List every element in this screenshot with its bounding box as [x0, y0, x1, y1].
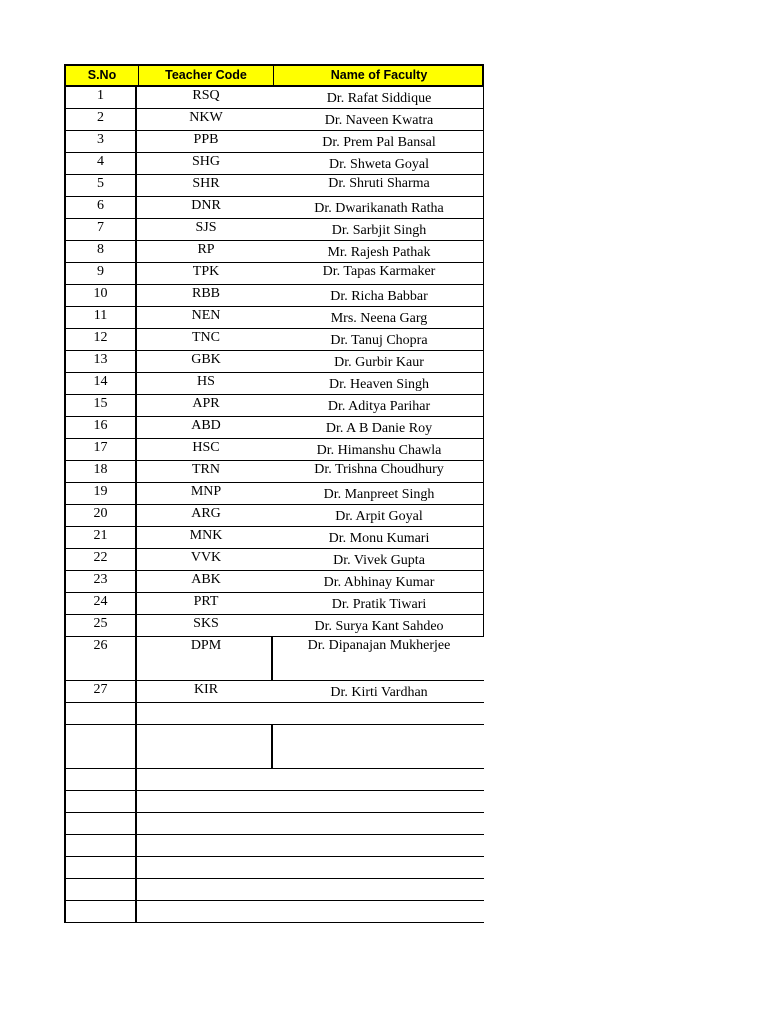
cell-faculty-name: Dr. Manpreet Singh: [323, 487, 435, 502]
cell-faculty-name: Dr. Kirti Vardhan: [330, 685, 428, 700]
cell-teacher-code: PPB: [193, 132, 219, 147]
cell-faculty-name: Dr. Pratik Tiwari: [331, 597, 427, 612]
cell-teacher-code: GBK: [191, 352, 221, 367]
cell-faculty-name: Dr. Dwarikanath Ratha: [314, 201, 444, 216]
column-divider: [271, 637, 273, 680]
cell-sno: 25: [66, 615, 137, 636]
cell-teacher-code: ABK: [191, 572, 221, 587]
cell-teacher-code: KIR: [193, 682, 219, 697]
table-row: [64, 307, 484, 329]
cell-sno: 8: [66, 241, 137, 262]
cell-teacher-code: DPM: [190, 638, 222, 653]
cell-teacher-code: SHG: [191, 154, 220, 169]
cell-teacher-code: MNK: [189, 528, 223, 543]
cell-sno: 22: [66, 549, 137, 570]
table-row: [64, 373, 484, 395]
cell-teacher-code: RBB: [191, 286, 220, 301]
cell-faculty-name: Dr. Shweta Goyal: [329, 157, 429, 172]
table-row: [64, 571, 484, 593]
cell-sno: 24: [66, 593, 137, 614]
header-sno: S.No: [66, 66, 139, 85]
cell-sno: 16: [66, 417, 137, 438]
cell-sno: 6: [66, 197, 137, 218]
cell-sno: 17: [66, 439, 137, 460]
empty-row: [64, 879, 484, 901]
cell-faculty-name: Dr. Rafat Siddique: [326, 91, 432, 106]
empty-row: [64, 901, 484, 923]
cell-faculty-name: Dr. Arpit Goyal: [335, 509, 423, 524]
table-row: [64, 505, 484, 527]
cell-sno: [66, 703, 137, 724]
column-divider: [271, 725, 273, 768]
cell-teacher-code: NKW: [189, 110, 223, 125]
cell-teacher-code: HS: [197, 374, 215, 389]
cell-teacher-code: TRN: [192, 462, 220, 477]
cell-sno: 20: [66, 505, 137, 526]
empty-row: [64, 857, 484, 879]
cell-teacher-code: APR: [192, 396, 220, 411]
cell-sno: [66, 901, 137, 922]
cell-faculty-name: Mrs. Neena Garg: [330, 311, 428, 326]
cell-teacher-code: SJS: [195, 220, 217, 235]
cell-teacher-code: SKS: [193, 616, 219, 631]
cell-faculty-name: Dr. Trishna Choudhury: [314, 462, 444, 477]
cell-teacher-code: RP: [197, 242, 215, 257]
cell-faculty-name: Dr. Prem Pal Bansal: [322, 135, 436, 150]
cell-sno: 1: [66, 87, 137, 108]
cell-faculty-name: Dr. A B Danie Roy: [325, 421, 433, 436]
cell-sno: 4: [66, 153, 137, 174]
cell-teacher-code: TNC: [192, 330, 220, 345]
cell-sno: [66, 725, 137, 768]
cell-sno: 7: [66, 219, 137, 240]
cell-faculty-name: Dr. Richa Babbar: [330, 289, 428, 304]
cell-teacher-code: ABD: [191, 418, 221, 433]
cell-sno: [66, 879, 137, 900]
table-row: [64, 219, 484, 241]
cell-sno: 26: [66, 637, 137, 680]
empty-row: [64, 813, 484, 835]
cell-faculty-name: Dr. Tanuj Chopra: [330, 333, 428, 348]
table-row: [64, 285, 484, 307]
cell-sno: [66, 857, 137, 878]
cell-sno: 9: [66, 263, 137, 284]
header-name-of-faculty: Name of Faculty: [330, 68, 428, 82]
cell-teacher-code: NEN: [191, 308, 221, 323]
table-row: [64, 483, 484, 505]
empty-row: [64, 703, 484, 725]
table-row: [64, 615, 484, 637]
cell-sno: 13: [66, 351, 137, 372]
cell-faculty-name: Mr. Rajesh Pathak: [327, 245, 431, 260]
table-row: [64, 637, 484, 681]
table-row: [64, 351, 484, 373]
faculty-table: [64, 64, 484, 923]
cell-faculty-name: Dr. Vivek Gupta: [333, 553, 425, 568]
table-row: [64, 439, 484, 461]
cell-teacher-code: MNP: [190, 484, 222, 499]
table-row: [64, 329, 484, 351]
cell-sno: 12: [66, 329, 137, 350]
cell-sno: 19: [66, 483, 137, 504]
table-row: [64, 175, 484, 197]
table-row: [64, 153, 484, 175]
cell-sno: 21: [66, 527, 137, 548]
cell-sno: 11: [66, 307, 137, 328]
cell-sno: 2: [66, 109, 137, 130]
cell-faculty-name: Dr. Dipanajan Mukherjee: [307, 638, 451, 653]
cell-sno: [66, 769, 137, 790]
cell-sno: 23: [66, 571, 137, 592]
cell-sno: 15: [66, 395, 137, 416]
cell-teacher-code: SHR: [192, 176, 220, 191]
table-row: [64, 87, 484, 109]
table-row: [64, 461, 484, 483]
header-teacher-code: Teacher Code: [139, 66, 274, 85]
cell-sno: 27: [66, 681, 137, 702]
cell-sno: [66, 791, 137, 812]
empty-row: [64, 791, 484, 813]
cell-sno: 5: [66, 175, 137, 196]
table-row: [64, 109, 484, 131]
cell-faculty-name: Dr. Naveen Kwatra: [324, 113, 434, 128]
table-row: [64, 527, 484, 549]
table-row: [64, 395, 484, 417]
table-row: [64, 681, 484, 703]
table-row: [64, 593, 484, 615]
cell-sno: 3: [66, 131, 137, 152]
table-row: [64, 417, 484, 439]
cell-faculty-name: Dr. Aditya Parihar: [327, 399, 431, 414]
cell-faculty-name: Dr. Himanshu Chawla: [316, 443, 442, 458]
cell-faculty-name: Dr. Heaven Singh: [329, 377, 429, 392]
table-row: [64, 241, 484, 263]
cell-sno: 10: [66, 285, 137, 306]
table-body: [64, 87, 484, 923]
cell-sno: [66, 813, 137, 834]
cell-sno: [66, 835, 137, 856]
empty-row: [64, 835, 484, 857]
cell-teacher-code: ARG: [191, 506, 221, 521]
cell-teacher-code: VVK: [190, 550, 222, 565]
cell-teacher-code: HSC: [192, 440, 220, 455]
cell-teacher-code: PRT: [193, 594, 219, 609]
header-row: [64, 64, 484, 87]
cell-sno: 14: [66, 373, 137, 394]
cell-teacher-code: TPK: [192, 264, 220, 279]
cell-faculty-name: Dr. Monu Kumari: [328, 531, 430, 546]
empty-row: [64, 725, 484, 769]
cell-teacher-code: RSQ: [192, 88, 220, 103]
cell-faculty-name: Dr. Tapas Karmaker: [322, 264, 436, 279]
table-row: [64, 263, 484, 285]
cell-sno: 18: [66, 461, 137, 482]
cell-teacher-code: DNR: [191, 198, 221, 213]
table-row: [64, 197, 484, 219]
cell-faculty-name: Dr. Shruti Sharma: [328, 176, 430, 191]
cell-faculty-name: Dr. Gurbir Kaur: [334, 355, 424, 370]
table-row: [64, 549, 484, 571]
empty-row: [64, 769, 484, 791]
table-row: [64, 131, 484, 153]
cell-faculty-name: Dr. Surya Kant Sahdeo: [314, 619, 444, 634]
cell-faculty-name: Dr. Abhinay Kumar: [323, 575, 435, 590]
cell-faculty-name: Dr. Sarbjit Singh: [331, 223, 427, 238]
